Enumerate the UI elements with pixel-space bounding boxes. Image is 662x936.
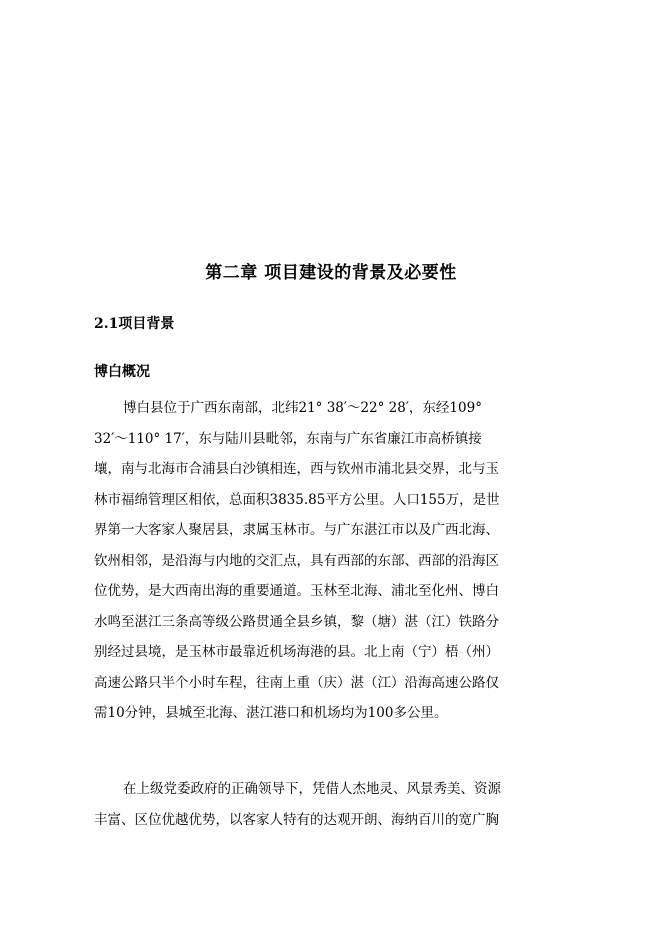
paragraph-line: 博白县位于广西东南部，北纬21° 38′～22° 28′，东经109° [123, 400, 482, 416]
paragraph-development [94, 774, 564, 835]
paragraph-line: 界第一大客家人聚居县，隶属玉林市。与广东湛江市以及广西北海、 [94, 522, 499, 538]
paragraph-line: 林市福绵管理区相依，总面积3835.85平方公里。人口155万，是世 [94, 491, 500, 508]
paragraph-line: 在上级党委政府的正确领导下，凭借人杰地灵、风景秀美、资源 [123, 781, 501, 797]
chapter-title: 第二章 项目建设的背景及必要性 [205, 263, 457, 283]
section-title: 2.1项目背景 [94, 316, 175, 332]
paragraph-line: 钦州相邻，是沿海与内地的交汇点，具有西部的东部、西部的沿海区 [94, 552, 499, 569]
paragraph-line: 丰富、区位优越优势，以客家人特有的达观开朗、海纳百川的宽广胸 [94, 811, 499, 828]
paragraph-line: 壤，南与北海市合浦县白沙镇相连，西与钦州市浦北县交界，北与玉 [94, 461, 499, 477]
paragraph-county-overview [94, 393, 564, 729]
paragraph-line: 水鸣至湛江三条高等级公路贯通全县乡镇，黎（塘）湛（江）铁路分 [94, 613, 499, 630]
paragraph-line: 需10分钟，县城至北海、湛江港口和机场均为100多公里。 [94, 705, 448, 721]
paragraph-line: 别经过县境，是玉林市最靠近机场海港的县。北上南（宁）梧（州） [94, 644, 499, 660]
paragraph-line: 32′～110° 17′，东与陆川县毗邻，东南与广东省廉江市高桥镇接 [94, 430, 482, 447]
paragraph-line: 高速公路只半个小时车程，往南上重（庆）湛（江）沿海高速公路仅 [94, 674, 499, 691]
subsection-title: 博白概况 [94, 364, 150, 380]
paragraph-line: 位优势，是大西南出海的重要通道。玉林至北海、浦北至化州、博白 [94, 583, 499, 599]
